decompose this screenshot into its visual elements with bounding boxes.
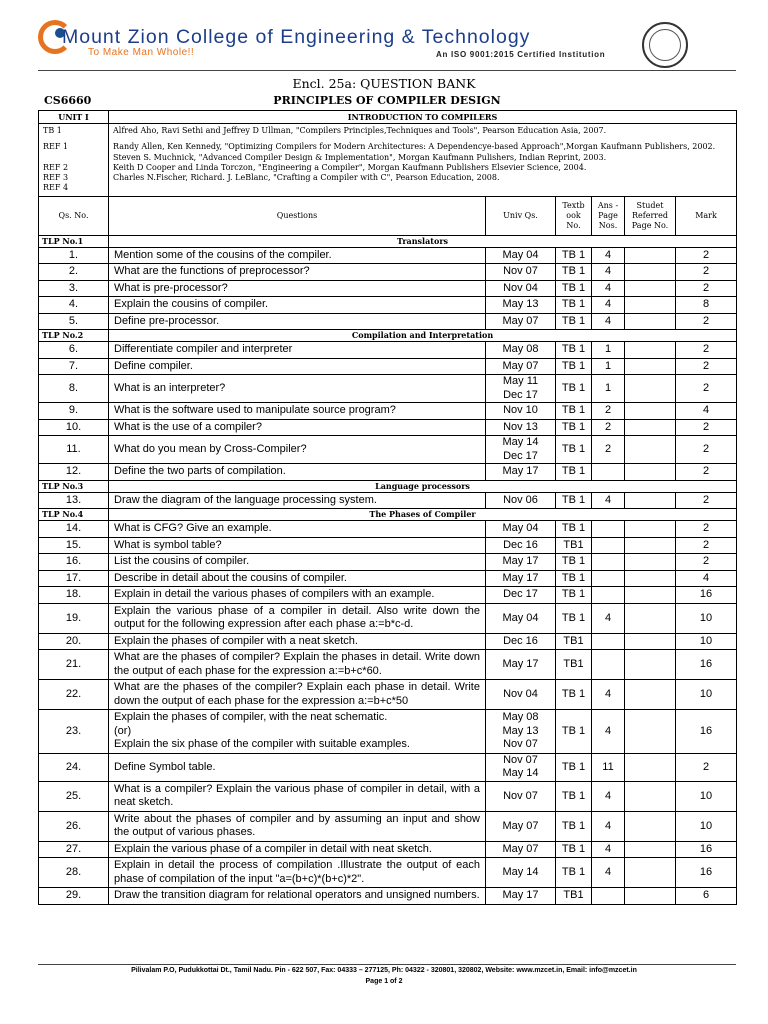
answer-page: 2 [592,419,625,436]
question-number: 10. [39,419,109,436]
answer-page [592,537,625,554]
ref-tag: REF 1 [43,142,69,152]
textbook-ref: TB 1 [556,603,592,633]
university-exam: May 11 Dec 17 [486,375,556,403]
student-page [625,313,676,330]
answer-page: 4 [592,313,625,330]
question-row [39,419,737,436]
question-number: 21. [39,650,109,680]
tagline: To Make Man Whole!! [88,47,195,58]
unit-label: UNIT I [39,111,109,124]
textbook-ref: TB 1 [556,342,592,359]
university-exam: May 17 [486,570,556,587]
question-text: Write about the phases of compiler and by assuming an input and show the output of various phases. [109,811,486,841]
question-text: Explain in detail the various phases of compilers with an example. [109,587,486,604]
student-page [625,753,676,781]
tlp-title: The Phases of Compiler [109,509,737,521]
question-text: Draw the transition diagram for relational operators and unsigned numbers. [109,888,486,905]
tlp-number: TLP No.1 [39,235,109,247]
university-exam: Nov 04 [486,680,556,710]
tlp-row [39,509,737,521]
question-number: 6. [39,342,109,359]
question-row [39,587,737,604]
university-exam: Nov 07 May 14 [486,753,556,781]
question-mark: 8 [676,297,737,314]
answer-page: 4 [592,858,625,888]
ref-tag: REF 3 [43,173,69,183]
question-number: 27. [39,841,109,858]
question-mark: 16 [676,710,737,754]
university-exam: May 13 [486,297,556,314]
question-row [39,710,737,754]
col-student-page: Studet Referred Page No. [625,196,676,235]
question-row [39,247,737,264]
student-page [625,710,676,754]
iso-certification: An ISO 9001:2015 Certified Institution [436,50,606,59]
tlp-row [39,235,737,247]
question-text: What is the use of a compiler? [109,419,486,436]
question-number: 4. [39,297,109,314]
question-text: What is CFG? Give an example. [109,521,486,538]
student-page [625,537,676,554]
question-number: 22. [39,680,109,710]
question-mark: 2 [676,554,737,571]
student-page [625,570,676,587]
question-text: Differentiate compiler and interpreter [109,342,486,359]
subject-title: PRINCIPLES OF COMPILER DESIGN [273,94,501,107]
reference-texts [109,124,737,197]
textbook-ref: TB 1 [556,280,592,297]
question-number: 26. [39,811,109,841]
question-mark: 2 [676,280,737,297]
question-text: Explain the cousins of compiler. [109,297,486,314]
answer-page [592,554,625,571]
student-page [625,264,676,281]
institution-seal-icon [642,22,688,68]
university-exam: May 17 [486,650,556,680]
student-page [625,436,676,464]
ref-text: Charles N.Fischer, Richard. J. LeBlanc, "Crafting a Compiler with C", Pearson Education, 2008. [113,173,500,183]
question-mark: 2 [676,313,737,330]
question-text: Explain the phases of compiler, with the neat schematic. (or) Explain the six phase of the compiler with suitable examples. [109,710,486,754]
tlp-title: Compilation and Interpretation [109,330,737,342]
tlp-number: TLP No.3 [39,480,109,492]
textbook-ref: TB 1 [556,811,592,841]
question-mark: 2 [676,342,737,359]
textbook-ref: TB 1 [556,841,592,858]
question-number: 12. [39,464,109,481]
answer-page: 2 [592,403,625,420]
student-page [625,247,676,264]
question-number: 15. [39,537,109,554]
question-row [39,436,737,464]
answer-page [592,464,625,481]
subject-row [40,93,734,109]
question-mark: 16 [676,650,737,680]
student-page [625,603,676,633]
col-questions: Questions [109,196,486,235]
university-exam: Nov 07 [486,781,556,811]
question-number: 7. [39,358,109,375]
question-number: 24. [39,753,109,781]
question-text: What is symbol table? [109,537,486,554]
question-bank-table [38,110,737,905]
question-mark: 10 [676,811,737,841]
question-mark: 2 [676,753,737,781]
question-text: What is an interpreter? [109,375,486,403]
student-page [625,492,676,509]
question-number: 9. [39,403,109,420]
question-row [39,680,737,710]
question-text: List the cousins of compiler. [109,554,486,571]
university-exam: Nov 04 [486,280,556,297]
question-text: What is the software used to manipulate source program? [109,403,486,420]
tlp-row [39,330,737,342]
question-text: Explain in detail the process of compilation .Illustrate the output of each phase of compilation of the input "a=(b+c)*(b+c)*2". [109,858,486,888]
question-row [39,537,737,554]
textbook-ref: TB 1 [556,570,592,587]
page-number: Page 1 of 2 [365,978,403,985]
references-row [39,124,737,197]
question-row [39,492,737,509]
subject-code: CS6660 [44,94,92,107]
ref-text: Alfred Aho, Ravi Sethi and Jeffrey D Ullman, "Compilers Principles,Techniques and Tools", Pearson Education Asia, 2007. [113,126,607,135]
question-mark: 10 [676,603,737,633]
question-mark: 2 [676,264,737,281]
answer-page: 2 [592,436,625,464]
tlp-row [39,480,737,492]
answer-page [592,587,625,604]
enclosure-title: Encl. 25a: QUESTION BANK [292,76,476,91]
question-row [39,858,737,888]
question-row [39,841,737,858]
answer-page: 11 [592,753,625,781]
university-exam: Nov 06 [486,492,556,509]
question-mark: 2 [676,247,737,264]
university-exam: May 08 [486,342,556,359]
question-mark: 2 [676,419,737,436]
question-mark: 4 [676,403,737,420]
textbook-ref: TB1 [556,633,592,650]
question-row [39,570,737,587]
question-row [39,603,737,633]
footer-divider [38,964,736,965]
university-exam: May 04 [486,521,556,538]
question-text: Describe in detail about the cousins of compiler. [109,570,486,587]
answer-page [592,570,625,587]
ref-tag: REF 4 [43,183,69,193]
question-mark: 4 [676,570,737,587]
university-exam: May 07 [486,313,556,330]
textbook-ref: TB 1 [556,753,592,781]
question-text: Mention some of the cousins of the compiler. [109,247,486,264]
question-text: What are the phases of the compiler? Explain each phase in detail. Write down the output of each phase for the expression a:=b+c*50 [109,680,486,710]
question-row [39,280,737,297]
header-divider [38,70,736,71]
student-page [625,280,676,297]
student-page [625,464,676,481]
student-page [625,841,676,858]
answer-page [592,650,625,680]
question-mark: 10 [676,633,737,650]
tlp-title: Translators [109,235,737,247]
university-exam: Dec 16 [486,537,556,554]
tlp-number: TLP No.2 [39,330,109,342]
tlp-title: Language processors [109,480,737,492]
question-number: 13. [39,492,109,509]
university-exam: May 07 [486,841,556,858]
question-number: 18. [39,587,109,604]
textbook-ref: TB1 [556,537,592,554]
question-text: What is pre-processor? [109,280,486,297]
student-page [625,403,676,420]
question-row [39,403,737,420]
student-page [625,650,676,680]
textbook-ref: TB 1 [556,375,592,403]
textbook-ref: TB 1 [556,436,592,464]
university-exam: Nov 13 [486,419,556,436]
question-row [39,781,737,811]
college-name: Mount Zion College of Engineering & Technology [62,26,531,48]
letterhead [38,18,738,68]
textbook-ref: TB 1 [556,297,592,314]
university-exam: May 17 [486,464,556,481]
tlp-number: TLP No.4 [39,509,109,521]
question-row [39,554,737,571]
question-number: 17. [39,570,109,587]
textbook-ref: TB 1 [556,554,592,571]
reference-tags [39,124,109,197]
ref-tag: TB 1 [43,126,62,135]
answer-page: 4 [592,841,625,858]
answer-page: 4 [592,680,625,710]
question-number: 5. [39,313,109,330]
answer-page: 4 [592,247,625,264]
question-text: What are the phases of compiler? Explain the phases in detail. Write down the output of each phase for the expression a:=b+c*60. [109,650,486,680]
textbook-ref: TB 1 [556,710,592,754]
question-number: 14. [39,521,109,538]
question-text: Explain the various phase of a compiler in detail with neat sketch. [109,841,486,858]
question-number: 23. [39,710,109,754]
question-number: 16. [39,554,109,571]
column-header-row [39,196,737,235]
question-mark: 2 [676,492,737,509]
col-ans-page: Ans - Page Nos. [592,196,625,235]
textbook-ref: TB1 [556,650,592,680]
col-mark: Mark [676,196,737,235]
textbook-ref: TB 1 [556,492,592,509]
textbook-ref: TB 1 [556,264,592,281]
textbook-ref: TB 1 [556,587,592,604]
ref-text: Randy Allen, Ken Kennedy, "Optimizing Compilers for Modern Architectures: A Dependencye-based Approach",Morgan Kaufmann Publishers, 2002. [113,142,716,152]
footer-address: Pilivalam P.O, Pudukkottai Dt., Tamil Nadu. Pin - 622 507, Fax: 04333 – 277125, Ph: 04322 - 320801, 320802, Website: www.mzcet.in, Email: info@mzcet.in [131,967,637,974]
question-row [39,633,737,650]
question-number: 28. [39,858,109,888]
student-page [625,358,676,375]
question-row [39,264,737,281]
answer-page: 4 [592,781,625,811]
question-number: 2. [39,264,109,281]
question-mark: 2 [676,358,737,375]
question-row [39,342,737,359]
answer-page: 1 [592,342,625,359]
student-page [625,781,676,811]
question-text: Define compiler. [109,358,486,375]
ref-tag: REF 2 [43,162,69,172]
question-row [39,811,737,841]
textbook-ref: TB1 [556,888,592,905]
student-page [625,554,676,571]
question-mark: 16 [676,841,737,858]
student-page [625,587,676,604]
question-mark: 10 [676,781,737,811]
university-exam: May 17 [486,888,556,905]
university-exam: May 17 [486,554,556,571]
answer-page: 1 [592,358,625,375]
question-number: 29. [39,888,109,905]
question-text: Explain the phases of compiler with a neat sketch. [109,633,486,650]
answer-page: 4 [592,264,625,281]
university-exam: May 14 Dec 17 [486,436,556,464]
question-number: 1. [39,247,109,264]
question-text: Explain the various phase of a compiler in detail. Also write down the output for the following expression after each phase a:=b*c-d. [109,603,486,633]
question-number: 11. [39,436,109,464]
student-page [625,858,676,888]
student-page [625,297,676,314]
university-exam: Nov 10 [486,403,556,420]
question-row [39,313,737,330]
answer-page: 4 [592,492,625,509]
question-mark: 16 [676,858,737,888]
question-text: What do you mean by Cross-Compiler? [109,436,486,464]
university-exam: May 04 [486,603,556,633]
textbook-ref: TB 1 [556,358,592,375]
university-exam: May 04 [486,247,556,264]
university-exam: May 07 [486,358,556,375]
answer-page: 4 [592,811,625,841]
answer-page: 4 [592,603,625,633]
textbook-ref: TB 1 [556,247,592,264]
question-number: 3. [39,280,109,297]
university-exam: May 08 May 13 Nov 07 [486,710,556,754]
question-row [39,375,737,403]
question-text: Draw the diagram of the language processing system. [109,492,486,509]
student-page [625,633,676,650]
col-textbook: Textb ook No. [556,196,592,235]
student-page [625,888,676,905]
question-row [39,297,737,314]
question-text: Define the two parts of compilation. [109,464,486,481]
university-exam: May 07 [486,811,556,841]
question-number: 19. [39,603,109,633]
question-mark: 2 [676,521,737,538]
student-page [625,342,676,359]
ref-text: Keith D Cooper and Linda Torczon, "Engineering a Compiler", Morgan Kaufmann Publishers Elsevier Science, 2004. [113,162,587,172]
question-number: 25. [39,781,109,811]
question-text: What are the functions of preprocessor? [109,264,486,281]
answer-page [592,633,625,650]
question-row [39,358,737,375]
textbook-ref: TB 1 [556,781,592,811]
question-mark: 10 [676,680,737,710]
question-mark: 16 [676,587,737,604]
textbook-ref: TB 1 [556,419,592,436]
student-page [625,419,676,436]
question-mark: 2 [676,436,737,464]
question-mark: 2 [676,464,737,481]
textbook-ref: TB 1 [556,521,592,538]
answer-page: 4 [592,297,625,314]
col-univ: Univ Qs. [486,196,556,235]
university-exam: Dec 16 [486,633,556,650]
question-mark: 2 [676,537,737,554]
question-text: What is a compiler? Explain the various phase of compiler in detail, with a neat sketch. [109,781,486,811]
unit-row [39,111,737,124]
university-exam: Dec 17 [486,587,556,604]
answer-page: 1 [592,375,625,403]
question-row [39,888,737,905]
student-page [625,811,676,841]
question-mark: 2 [676,375,737,403]
answer-page [592,521,625,538]
textbook-ref: TB 1 [556,403,592,420]
question-row [39,753,737,781]
university-exam: Nov 07 [486,264,556,281]
question-text: Define Symbol table. [109,753,486,781]
textbook-ref: TB 1 [556,858,592,888]
answer-page [592,888,625,905]
question-row [39,464,737,481]
answer-page: 4 [592,280,625,297]
question-mark: 6 [676,888,737,905]
col-qno: Qs. No. [39,196,109,235]
unit-title: INTRODUCTION TO COMPILERS [109,111,737,124]
textbook-ref: TB 1 [556,680,592,710]
student-page [625,680,676,710]
ref-text: Steven S. Muchnick, "Advanced Compiler Design & Implementation", Morgan Kaufmann Pulishers, Indian Reprint, 2003. [113,152,607,162]
question-number: 8. [39,375,109,403]
question-text: Define pre-processor. [109,313,486,330]
student-page [625,375,676,403]
textbook-ref: TB 1 [556,313,592,330]
textbook-ref: TB 1 [556,464,592,481]
question-row [39,521,737,538]
university-exam: May 14 [486,858,556,888]
question-number: 20. [39,633,109,650]
student-page [625,521,676,538]
answer-page: 4 [592,710,625,754]
question-row [39,650,737,680]
